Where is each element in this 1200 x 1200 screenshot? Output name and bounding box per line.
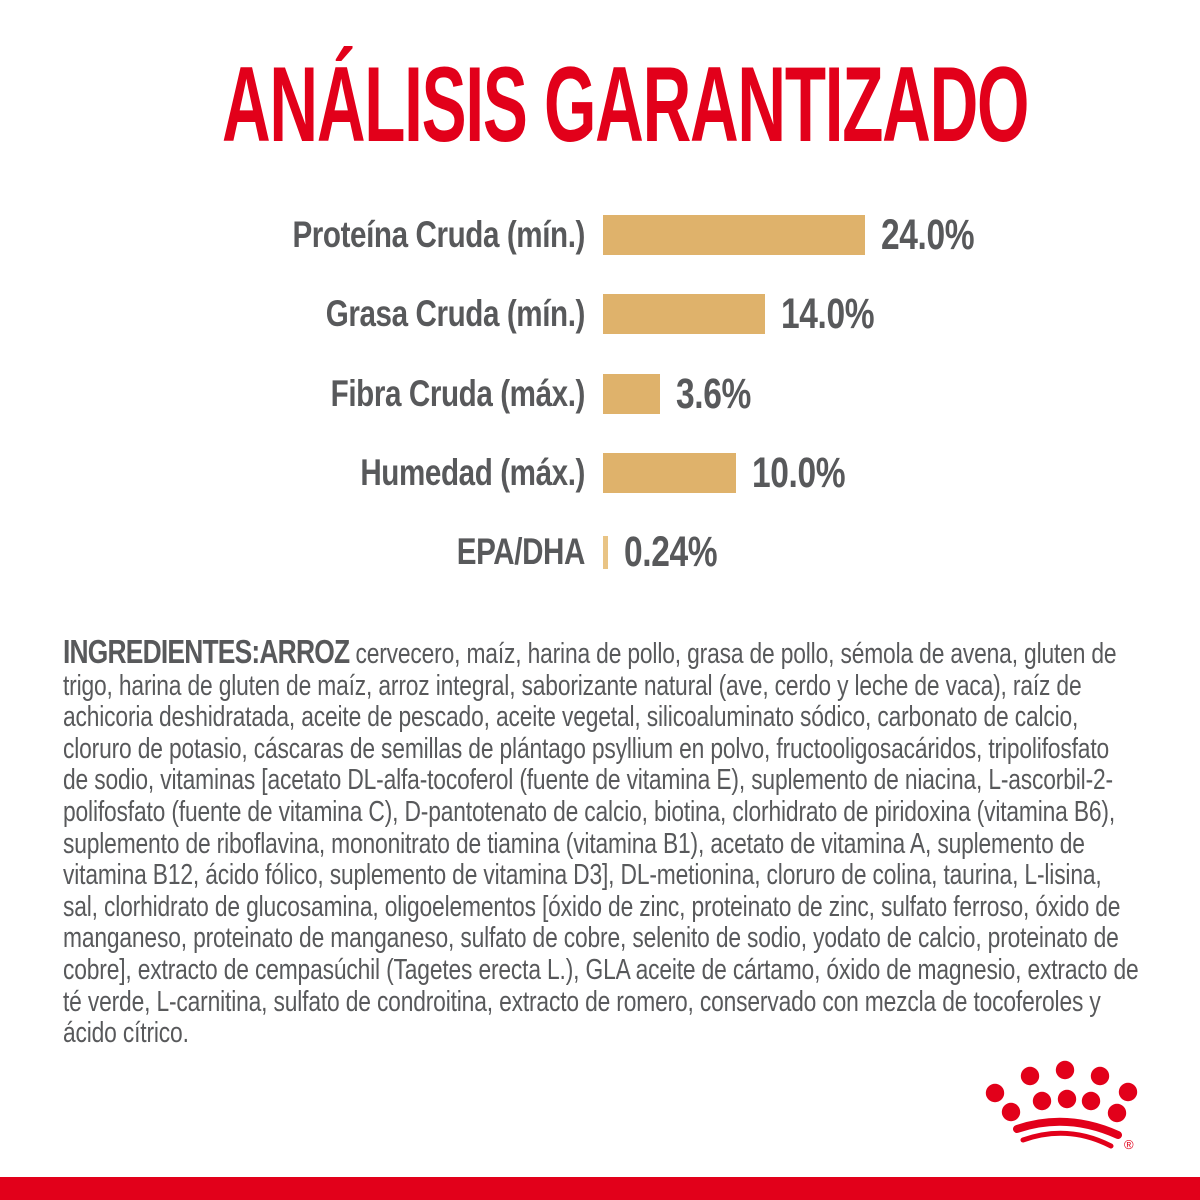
value-label: 0.24% [624, 527, 718, 576]
chart-row-fiber [0, 369, 1200, 418]
value-label: 3.6% [676, 369, 751, 418]
ingredients-paragraph [63, 633, 1139, 1050]
nutrient-label: Fibra Cruda (máx.) [330, 373, 585, 414]
bar-fiber [603, 374, 660, 414]
ingredients-body: cervecero, maíz, harina de pollo, grasa de pollo, sémola de avena, gluten de trigo, harina de gluten de maíz, arroz integral, saborizante natural (ave, cerdo y leche de vaca), raíz de achicoria deshidratada, aceite de pescado, aceite vegetal, silicoaluminato sódico, carbonato de calcio, cloruro de potasio, cáscaras de semillas de plántago psyllium en polvo, fructooligosacáridos, tripolifosfato de sodio, vitaminas [acetato DL-alfa-tocoferol (fuente de vitamina E), suplemento de niacina, L-ascorbil-2-polifosfato (fuente de vitamina C), D-pantotenato de calcio, biotina, clorhidrato de piridoxina (vitamina B6), suplemento de riboflavina, mononitrato de tiamina (vitamina B1), acetato de vitamina A, suplemento de vitamina B12, ácido fólico, suplemento de vitamina D3], DL-metionina, cloruro de colina, taurina, L-lisina, sal, clorhidrato de glucosamina, oligoelementos [óxido de zinc, proteinato de zinc, sulfato ferroso, óxido de manganeso, proteinato de manganeso, sulfato de cobre, selenito de sodio, yodato de calcio, proteinato de cobre], extracto de cempasúchil (Tagetes erecta L.), GLA aceite de cártamo, óxido de magnesio, extracto de té verde, L-carnitina, sulfato de condroitina, extracto de romero, conservado con mezcla de tocoferoles y ácido cítrico. [63, 638, 1139, 1050]
chart-row-epa-dha [0, 527, 1200, 576]
crown-arcs [1017, 1122, 1118, 1146]
nutrient-label: Proteína Cruda (mín.) [292, 214, 585, 255]
bar-epa-dha [603, 536, 608, 569]
ingredients-heading: INGREDIENTES:ARROZ [63, 633, 350, 670]
crown-dots [986, 1061, 1137, 1122]
value-label: 24.0% [881, 210, 975, 259]
bar-fat [603, 294, 765, 334]
chart-row-fat [0, 289, 1200, 338]
nutrient-label: Grasa Cruda (mín.) [325, 293, 585, 334]
nutrient-label: Humedad (máx.) [360, 452, 585, 493]
bar-protein [603, 215, 865, 255]
value-label: 14.0% [781, 289, 875, 338]
registered-trademark-icon: ® [1124, 1137, 1134, 1152]
bar-moisture [603, 453, 736, 493]
value-label: 10.0% [752, 448, 846, 497]
chart-row-protein [0, 210, 1200, 259]
chart-row-moisture [0, 448, 1200, 497]
brand-red-bottom-bar [0, 1177, 1200, 1200]
royal-canin-crown-logo [975, 1053, 1150, 1153]
page-title: ANÁLISIS GARANTIZADO [222, 44, 1029, 164]
nutrient-label: EPA/DHA [456, 531, 585, 572]
